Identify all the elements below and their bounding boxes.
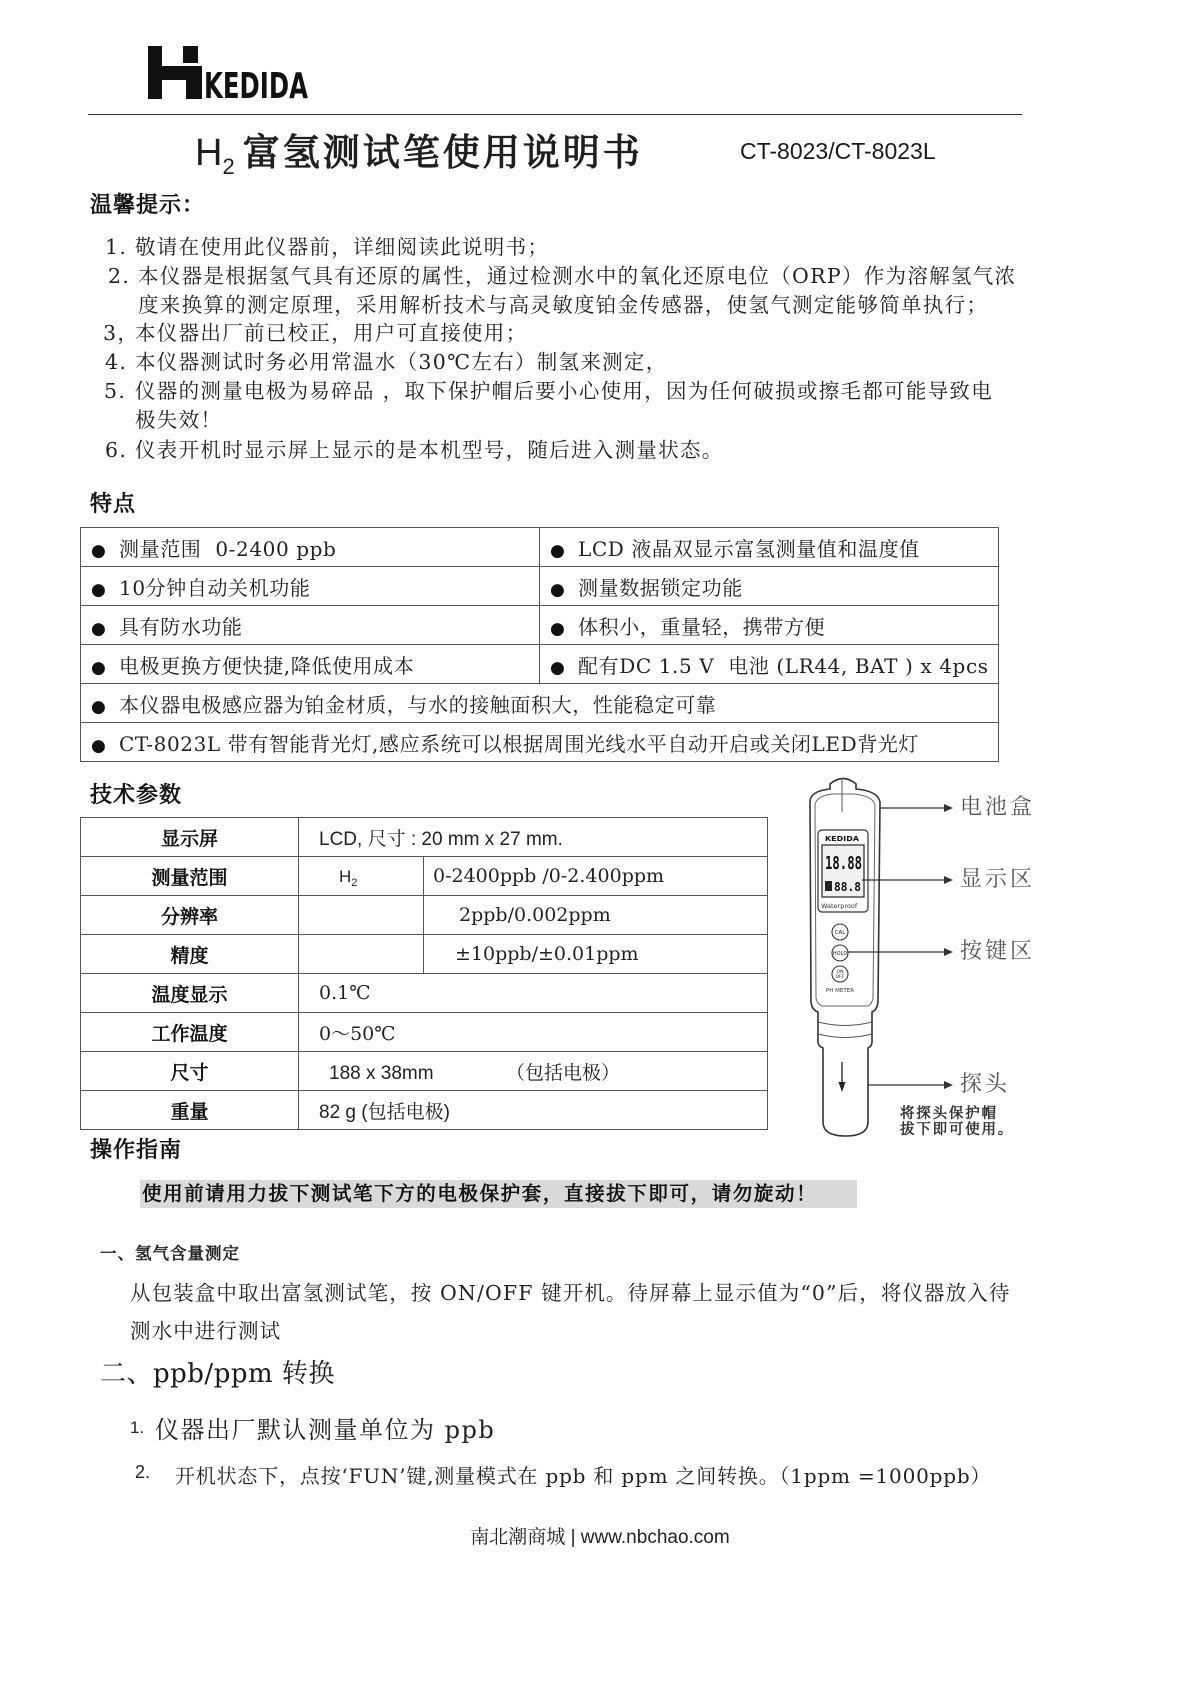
specs-heading: 技术参数 (90, 783, 183, 808)
bullet-icon: ● (550, 540, 566, 561)
feature-text: 配有DC 1.5 V 电池 (LR44, BAT ) x 4pcs (578, 653, 989, 678)
feature-cell (81, 567, 540, 606)
hold-button (832, 945, 848, 961)
features-table (80, 527, 999, 762)
spec-label: 工作温度 (81, 1013, 299, 1052)
feature-cell (81, 684, 999, 723)
hold-button-label: HOLD (832, 951, 848, 957)
logo-block-top (183, 46, 198, 63)
table-row (81, 1091, 768, 1130)
tip-text: 度来换算的测定原理，采用解析技术与高灵敏度铂金传感器，使氢气测定能够简单执行； (138, 293, 989, 317)
header-divider (88, 114, 1022, 115)
table-row (81, 684, 999, 723)
spec-value: ±10ppb/±0.01ppm (424, 935, 768, 974)
waterproof-label: Waterproof (821, 902, 858, 910)
feature-text: 本仪器电极感应器为铂金材质，与水的接触面积大，性能稳定可靠 (119, 692, 717, 717)
callout-arrow-head (944, 948, 953, 956)
section-title: 一、氢气含量测定 (100, 1244, 240, 1263)
list-text: 开机状态下，点按‘FUN’键,测量模式在 ppb 和 ppm 之间转换。（1ppm =1000ppb） (175, 1464, 992, 1488)
bullet-icon: ● (550, 618, 566, 639)
spec-param (299, 857, 424, 896)
tip-text: 极失效！ (135, 408, 223, 432)
title-h: H (195, 132, 223, 174)
brand-logo (146, 44, 312, 107)
table-row (81, 1052, 768, 1091)
feature-text: CT-8023L 带有智能背光灯,感应系统可以根据周围光线水平自动开启或关闭LED背光灯 (119, 731, 920, 756)
feature-text: 测量范围 0-2400 ppb (119, 536, 337, 561)
spec-value: 0-2400ppb /0-2.400ppm (424, 857, 768, 896)
callout-battery-box: 电池盒 (960, 795, 1036, 820)
power-button-label-off: OFF (835, 975, 845, 980)
spec-value-main: 188 x 38mm (329, 1062, 434, 1084)
feature-text: 具有防水功能 (119, 614, 243, 639)
logo-text: KEDIDA (204, 66, 309, 107)
bullet-icon: ● (550, 579, 566, 600)
warning-banner: 使用前请用力拔下测试笔下方的电极保护套，直接拔下即可，请勿旋动！ (140, 1180, 857, 1208)
table-row (81, 896, 768, 935)
table-row (81, 818, 768, 857)
list-text: 仪器出厂默认测量单位为 ppb (155, 1416, 496, 1444)
callout-button-area: 按键区 (960, 939, 1036, 964)
title-subscript: 2 (222, 154, 235, 179)
bullet-icon: ● (550, 657, 566, 678)
callout-probe: 探头 (960, 1072, 1011, 1097)
table-row (81, 606, 999, 645)
table-row (81, 857, 768, 896)
spec-label: 显示屏 (81, 818, 299, 857)
section-title: 二、ppb/ppm 转换 (100, 1359, 335, 1389)
feature-cell (540, 528, 999, 567)
probe-caption-line: 将探头保护帽 (900, 1106, 998, 1122)
callout-arrow-head (944, 876, 953, 884)
paragraph-line: 测水中进行测试 (130, 1319, 282, 1343)
features-heading: 特点 (90, 492, 137, 517)
logo-block-bottom (186, 80, 202, 99)
tip-number: 2. (108, 264, 131, 288)
spec-label: 重量 (81, 1091, 299, 1130)
feature-cell (81, 645, 540, 684)
title-main: 富氢测试笔使用说明书 (242, 131, 643, 174)
callout-display-area: 显示区 (960, 867, 1036, 892)
table-row (81, 935, 768, 974)
tip-text: 敬请在使用此仪器前，详细阅读此说明书； (135, 235, 550, 259)
spec-param (299, 935, 424, 974)
table-row (81, 528, 999, 567)
spec-value: LCD, 尺寸 : 20 mm x 27 mm. (299, 818, 768, 857)
cal-button-label: CAL (834, 930, 846, 936)
list-number: 2. (135, 1462, 151, 1482)
bullet-icon: ● (91, 618, 107, 639)
meter-label: PH METER (825, 988, 855, 994)
bullet-icon: ● (91, 696, 107, 717)
spec-value-note: （包括电极） (506, 1061, 621, 1084)
spec-param-symbol: H (339, 867, 352, 886)
feature-cell (81, 606, 540, 645)
device-brand: KEDIDA (825, 835, 860, 843)
guide-heading: 操作指南 (90, 1138, 183, 1163)
spec-param-subscript: 2 (351, 877, 358, 889)
bullet-icon: ● (91, 540, 107, 561)
paragraph-line: 从包装盒中取出富氢测试笔，按 ON/OFF 键开机。待屏幕上显示值为“0”后，将仪器放入待 (130, 1281, 1011, 1305)
tip-number: 6. (105, 438, 128, 462)
device-illustration (790, 770, 960, 1145)
probe-caption-line: 拔下即可使用。 (900, 1122, 1015, 1138)
tip-text: 本仪器是根据氢气具有还原的属性，通过检测水中的氧化还原电位（ORP）作为溶解氢气浓 (138, 264, 1017, 288)
tip-number: 5. (104, 379, 127, 403)
document-title (195, 122, 643, 179)
feature-text: 电极更换方便快捷,降低使用成本 (119, 653, 415, 678)
spec-param (299, 896, 424, 935)
feature-text: 体积小，重量轻，携带方便 (578, 614, 826, 639)
spec-value: 0～50℃ (299, 1013, 768, 1052)
tip-number: 3， (103, 321, 140, 345)
table-row (81, 974, 768, 1013)
spec-label: 测量范围 (81, 857, 299, 896)
bullet-icon: ● (91, 579, 107, 600)
tip-text: 本仪器出厂前已校正，用户可直接使用； (135, 321, 528, 345)
table-row (81, 1013, 768, 1052)
callout-arrow-head (944, 1081, 953, 1089)
spec-label: 尺寸 (81, 1052, 299, 1091)
spec-value: 82 g (包括电极) (299, 1091, 768, 1130)
list-number: 1. (130, 1418, 145, 1437)
callout-arrow-head (944, 804, 953, 812)
table-row (81, 567, 999, 606)
spec-value: 0.1℃ (299, 974, 768, 1013)
footer-source: 南北潮商城 | www.nbchao.com (470, 1527, 730, 1548)
tip-number: 1. (105, 235, 128, 259)
tip-text: 仪表开机时显示屏上显示的是本机型号，随后进入测量状态。 (135, 438, 724, 462)
bullet-icon: ● (91, 735, 107, 756)
spec-label: 精度 (81, 935, 299, 974)
lcd-indicator (825, 881, 832, 891)
tip-text: 仪器的测量电极为易碎品 ，取下保护帽后要小心使用，因为任何破损或擦毛都可能导致电 (135, 379, 994, 403)
callout-arrow-probe (868, 1081, 953, 1089)
feature-text: 10分钟自动关机功能 (119, 575, 311, 600)
tips-heading: 温馨提示： (90, 193, 206, 218)
table-row (81, 723, 999, 762)
feature-cell (540, 567, 999, 606)
feature-cell (81, 528, 540, 567)
spec-label: 分辨率 (81, 896, 299, 935)
lcd-sub-digits: 88.8 (834, 880, 861, 894)
spec-value: 2ppb/0.002ppm (424, 896, 768, 935)
feature-cell (540, 606, 999, 645)
power-button-label-on: ON (836, 970, 844, 975)
callout-arrow-battery (880, 804, 953, 812)
logo-crossbar (148, 66, 202, 80)
spec-value (299, 1052, 768, 1091)
cal-button (832, 924, 848, 940)
lcd-main-digits: 18.88 (825, 853, 862, 874)
specs-table (80, 817, 768, 1130)
feature-cell (540, 645, 999, 684)
tip-number: 4. (105, 350, 128, 374)
power-button (832, 966, 848, 982)
table-row (81, 645, 999, 684)
feature-text: 测量数据锁定功能 (578, 575, 743, 600)
model-number: CT-8023/CT-8023L (740, 138, 936, 164)
tip-text: 本仪器测试时务必用常温水（30℃左右）制氢来测定， (135, 350, 668, 374)
bullet-icon: ● (91, 657, 107, 678)
spec-label: 温度显示 (81, 974, 299, 1013)
feature-text: LCD 液晶双显示富氢测量值和温度值 (578, 536, 920, 561)
feature-cell (81, 723, 999, 762)
